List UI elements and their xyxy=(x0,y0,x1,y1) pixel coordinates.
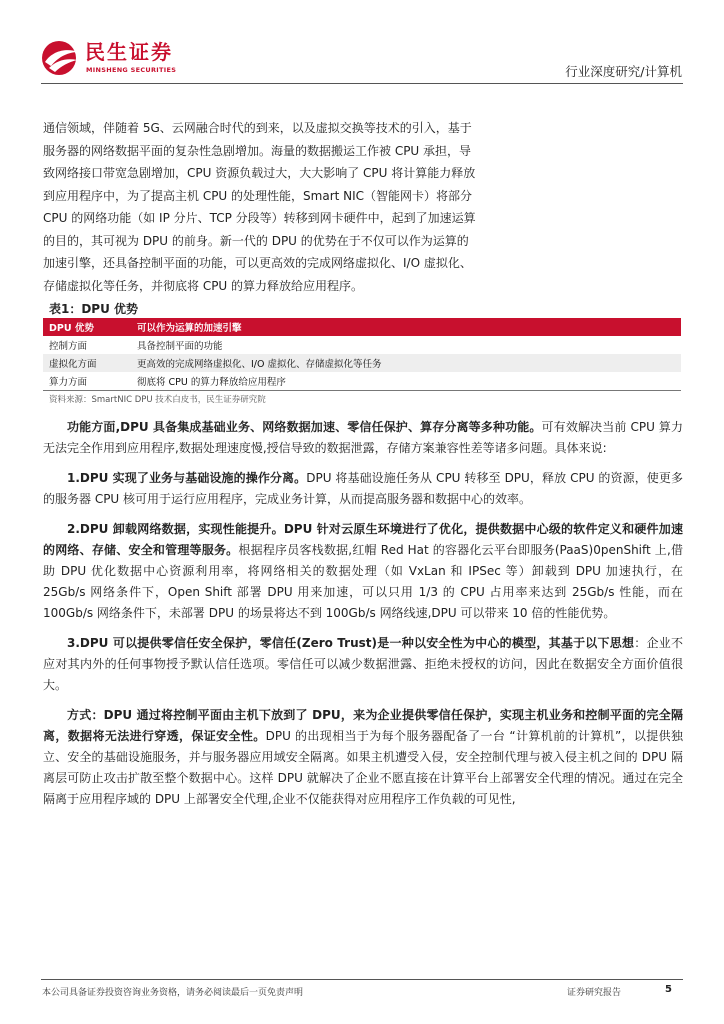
intro-line: 通信领域，伴随着 5G、云网融合时代的到来，以及虚拟交换等技术的引入，基于 xyxy=(43,121,472,135)
paragraph-lead: 1.DPU 实现了业务与基础设施的操作分离。 xyxy=(67,471,307,485)
brand-name-en: MINSHENG SECURITIES xyxy=(86,66,177,74)
intro-line: 致网络接口带宽急剧增加，CPU 资源负载过大，大大影响了 CPU 将计算能力释放 xyxy=(43,166,476,180)
paragraph-zero-trust xyxy=(43,633,683,696)
intro-line: 加速引擎，还具备控制平面的功能，可以更高效的完成网络虚拟化、I/O 虚拟化、 xyxy=(43,256,472,270)
intro-paragraph xyxy=(43,117,683,297)
paragraph-separation xyxy=(43,468,683,510)
table-cell: 彻底将 CPU 的算力释放给应用程序 xyxy=(137,377,286,388)
footer-disclaimer: 本公司具备证券投资咨询业务资格，请务必阅读最后一页免责声明 xyxy=(42,988,304,998)
table-bottom-rule xyxy=(43,390,681,391)
table-header-cell: DPU 优势 xyxy=(43,318,131,336)
table-cell: 虚拟化方面 xyxy=(43,354,131,372)
table-header-cell: 可以作为运算的加速引擎 xyxy=(131,318,681,336)
intro-line: 的目的，其可视为 DPU 的前身。新一代的 DPU 的优势在于不仅可以作为运算的 xyxy=(43,233,469,248)
brand-name-cn: 民生证券 xyxy=(85,40,173,64)
intro-line: 到应用程序中，为了提高主机 CPU 的处理性能，Smart NIC（智能网卡）将部分 xyxy=(43,188,473,203)
paragraph-method xyxy=(43,705,683,810)
footer-report-type: 证券研究报告 xyxy=(567,988,622,998)
page-number: 5 xyxy=(665,984,672,995)
page-header xyxy=(0,0,724,85)
paragraph-body: DPU 将基础设施任务从 CPU 转移至 DPU，释放 CPU 的资源，使更多的服务器 CPU 核可用于运行应用程序，完成业务计算，从而提高服务器和数据中心的效率。 xyxy=(43,471,683,506)
paragraph-lead: 2.DPU 卸载网络数据，实现性能提升。DPU 针对云原生环境进行了优化，提供数据中心级的软件定义和硬件加速的网络、存储、安全和管理等服务。 xyxy=(43,522,683,557)
paragraph-body: 可有效解决当前 CPU 算力无法完全作用到应用程序,数据处理速度慢,授信导致的数据泄露，存储方案兼容性差等诸多问题。具体来说: xyxy=(43,420,683,455)
paragraph-body: DPU 的出现相当于为每个服务器配备了一台 “计算机前的计算机”，以提供独立、安全的基础设施服务，并与服务器应用域安全隔离。如果主机遭受入侵，安全控制代理与被入侵主机之间的 DPU 隔离层可防止攻击扩散至整个数据中心。这样 DPU 就解决了企业不愿直接在计算平台上部署安全代理的情况。通过在完全隔离于应用程序域的 DPU 上部署安全代理,企业不仅能获得对应用程序工作负载的可见性, xyxy=(43,729,683,806)
table-title: 表1：DPU 优势 xyxy=(49,302,139,316)
header-divider xyxy=(41,83,683,84)
footer-divider xyxy=(41,979,683,980)
paragraph-lead: 功能方面,DPU 具备集成基础业务、网络数据加速、零信任保护、算存分离等多种功能。 xyxy=(67,420,542,434)
table-cell: 更高效的完成网络虚拟化、I/O 虚拟化、存储虚拟化等任务 xyxy=(131,354,681,372)
main-content xyxy=(43,117,683,810)
table-cell: 控制方面 xyxy=(49,341,88,352)
table-row xyxy=(43,372,681,390)
paragraph-offload xyxy=(43,519,683,624)
table-header-row xyxy=(43,318,681,336)
dpu-advantages-table xyxy=(43,318,681,390)
report-type-label: 行业深度研究/计算机 xyxy=(565,64,682,79)
paragraph-functions xyxy=(43,417,683,459)
paragraph-body: 根据程序员客栈数据,红帽 Red Hat 的容器化云平台即服务(PaaS)0penShift 上,借助 DPU 优化数据中心资源利用率，将网络相关的数据处理（如 VxLan 和 IPSec 等）卸载到 DPU 加速执行，在 25Gb/s 网络条件下，Open Shift 部署 DPU 用来加速，可以只用 1/3 的 CPU 占用率来达到 25Gb/s 性能，而在 100Gb/s 网络条件下，未部署 DPU 的场景将达不到 100Gb/s 网络线速,DPU 可以带来 10 倍的性能优势。 xyxy=(43,543,683,620)
intro-line: CPU 的网络功能（如 IP 分片、TCP 分段等）转移到网卡硬件中，起到了加速运算 xyxy=(43,211,476,225)
paragraph-lead: 方式：DPU 通过将控制平面由主机下放到了 DPU，来为企业提供零信任保护，实现主机业务和控制平面的完全隔离，数据将无法进行穿透，保证安全性。 xyxy=(43,708,683,743)
intro-line: 存储虚拟化等任务，并彻底将 CPU 的算力释放给应用程序。 xyxy=(43,278,364,293)
table-source: 资料来源：SmartNIC DPU 技术白皮书，民生证券研究院 xyxy=(49,395,266,405)
table-cell: 具备控制平面的功能 xyxy=(137,341,223,352)
intro-line: 服务器的网络数据平面的复杂性急剧增加。海量的数据搬运工作被 CPU 承担，导 xyxy=(43,143,472,158)
table-cell: 算力方面 xyxy=(49,377,88,388)
table-row xyxy=(43,336,681,354)
paragraph-lead: 3.DPU 可以提供零信任安全保护，零信任(Zero Trust)是一种以安全性为中心的模型，其基于以下思想 xyxy=(67,636,635,650)
paragraph-body: ：企业不应对其内外的任何事物授予默认信任选项。零信任可以减少数据泄露、拒绝未授权的访问，因此在数据安全方面价值很大。 xyxy=(43,636,683,692)
minsheng-logo-icon xyxy=(41,40,81,76)
table-row xyxy=(43,354,681,372)
